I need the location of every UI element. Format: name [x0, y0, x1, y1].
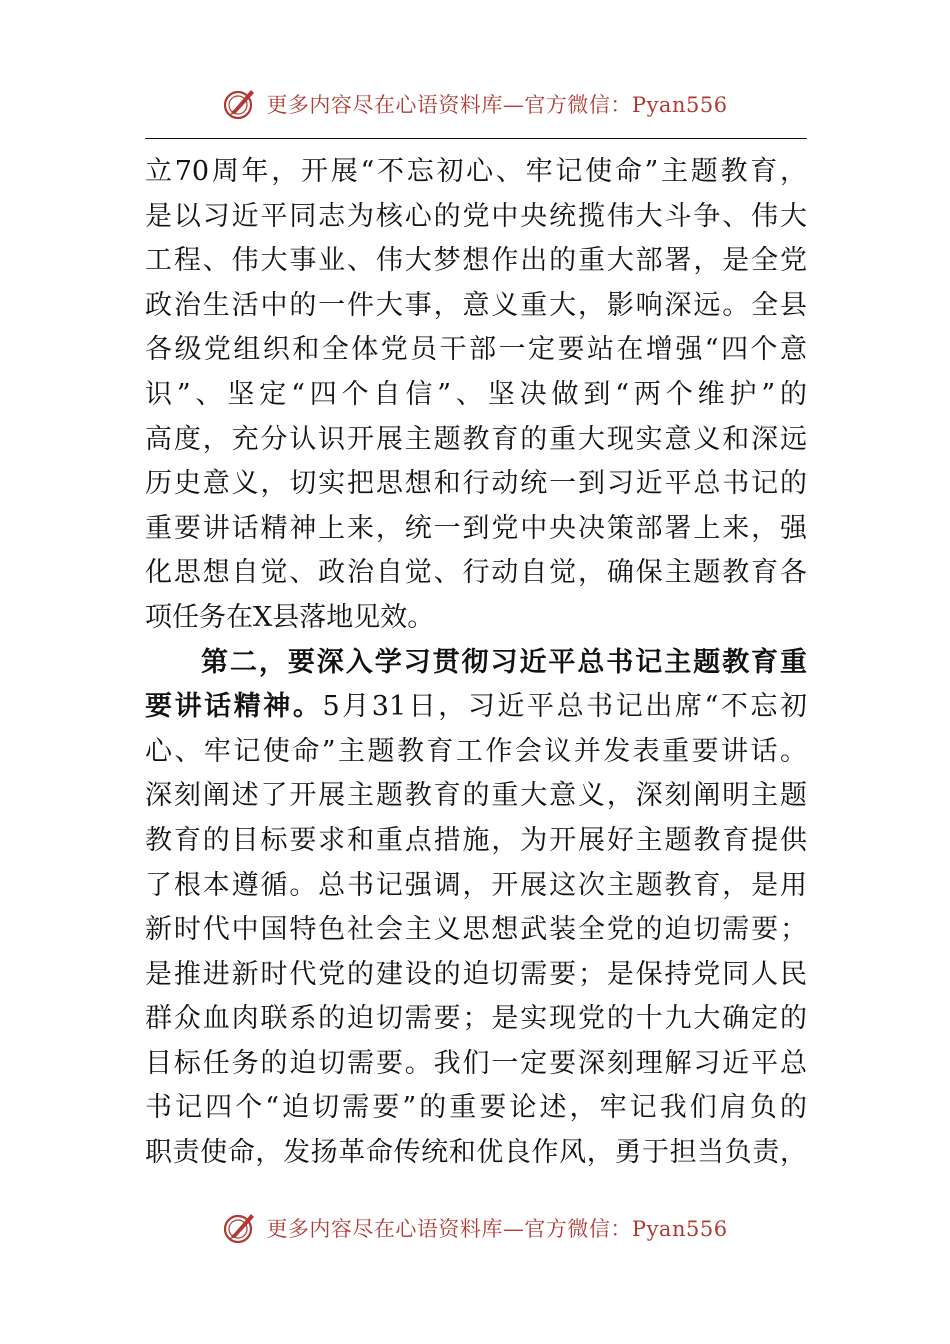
text-line: 各级党组织和全体党员干部一定要站在增强“四个意	[145, 334, 807, 366]
text-line: 历史意义，切实把思想和行动统一到习近平总书记的	[145, 468, 807, 500]
text-line: 教育的目标要求和重点措施，为开展好主题教育提供	[145, 824, 807, 856]
text-line-rest: 5月31日，习近平总书记出席“不忘初	[322, 691, 807, 723]
quill-seal-icon	[222, 1210, 258, 1246]
text-line: 政治生活中的一件大事，意义重大，影响深远。全县	[145, 289, 807, 321]
text-line	[145, 685, 807, 730]
text-line: 群众血肉联系的迫切需要；是实现党的十九大确定的	[145, 1003, 807, 1035]
text-line: 是推进新时代党的建设的迫切需要；是保持党同人民	[145, 958, 807, 990]
text-line: 书记四个“迫切需要”的重要论述，牢记我们肩负的	[145, 1092, 807, 1124]
paragraph-2	[145, 641, 807, 1176]
text-line: 新时代中国特色社会主义思想武装全党的迫切需要；	[145, 914, 807, 946]
header-watermark-text: 更多内容尽在心语资料库—官方微信：Pyan556	[266, 93, 728, 117]
paragraph-1	[145, 150, 807, 641]
text-line: 心、牢记使命”主题教育工作会议并发表重要讲话。	[145, 735, 807, 767]
section-heading-line: 第二，要深入学习贯彻习近平总书记主题教育重	[201, 646, 807, 678]
footer-watermark-text: 更多内容尽在心语资料库—官方微信：Pyan556	[266, 1217, 728, 1241]
header-divider	[145, 138, 807, 139]
text-line: 高度，充分认识开展主题教育的重大现实意义和深远	[145, 423, 807, 455]
text-line: 化思想自觉、政治自觉、行动自觉，确保主题教育各	[145, 557, 807, 589]
text-line: 了根本遵循。总书记强调，开展这次主题教育，是用	[145, 869, 807, 901]
document-body	[145, 150, 807, 1176]
text-line: 工程、伟大事业、伟大梦想作出的重大部署，是全党	[145, 245, 807, 277]
header-watermark	[0, 84, 950, 124]
footer-watermark	[0, 1208, 950, 1248]
quill-seal-icon	[222, 86, 258, 122]
text-line: 深刻阐述了开展主题教育的重大意义，深刻阐明主题	[145, 780, 807, 812]
text-line: 目标任务的迫切需要。我们一定要深刻理解习近平总	[145, 1047, 807, 1079]
text-line: 职责使命，发扬革命传统和优良作风，勇于担当负责，	[145, 1137, 807, 1169]
text-line: 项任务在X县落地见效。	[145, 601, 435, 633]
text-line: 是以习近平同志为核心的党中央统揽伟大斗争、伟大	[145, 200, 807, 232]
text-line: 立70周年，开展“不忘初心、牢记使命”主题教育，	[145, 156, 807, 187]
section-heading-end: 要讲话精神。	[145, 691, 323, 723]
text-line: 识”、坚定“四个自信”、坚决做到“两个维护”的	[145, 378, 807, 410]
text-line: 重要讲话精神上来，统一到党中央决策部署上来，强	[145, 512, 807, 544]
